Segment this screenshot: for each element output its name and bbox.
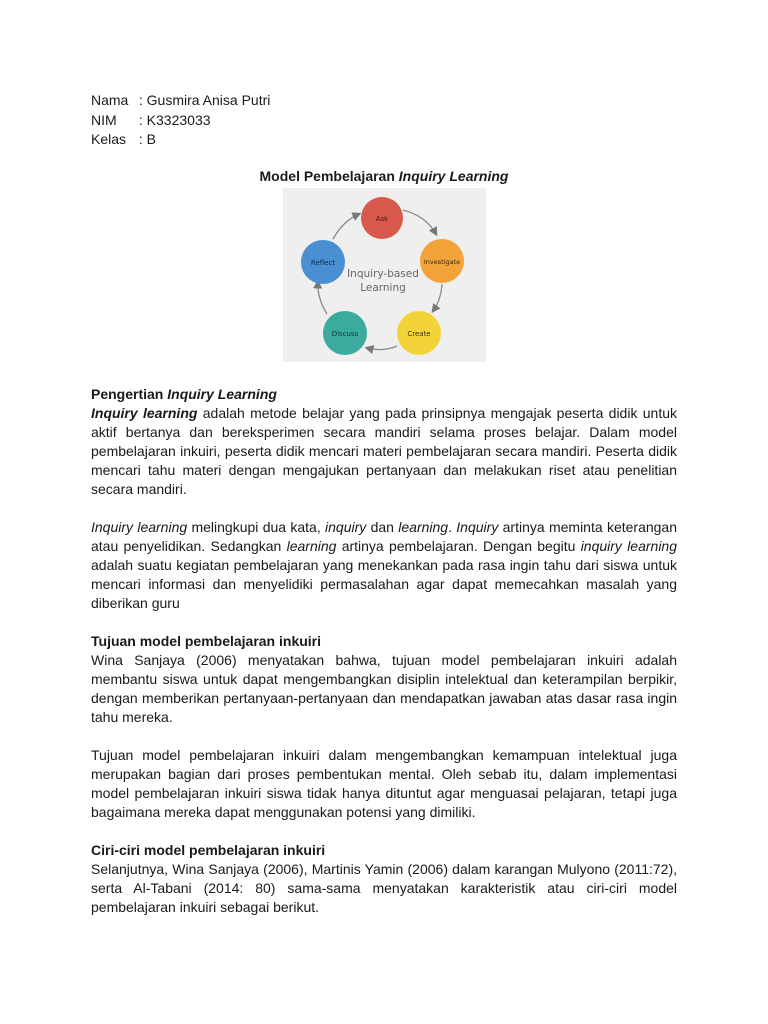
cycle-svg bbox=[283, 188, 486, 362]
spacer bbox=[91, 499, 677, 518]
heading-tujuan: Tujuan model pembelajaran inkuiri bbox=[91, 633, 322, 649]
class-separator: : bbox=[135, 131, 147, 147]
p2-b: melingkupi dua kata, bbox=[187, 519, 326, 535]
paragraph-tujuan-2: Tujuan model pembelajaran inkuiri dalam mengembangkan kemampuan intelektual juga merupakan bagian dari proses pembentukan mental. Oleh sebab itu, dalam implementasi model pembelajaran inkuiri siswa tidak hanya dituntut agar menguasai pelajaran, tetapi juga bagaimana mereka dapat menggunakan potensi yang dimiliki. bbox=[91, 747, 677, 820]
nim-label: NIM bbox=[91, 111, 117, 128]
paragraph-pengertian-2 bbox=[91, 518, 677, 613]
document-title bbox=[0, 167, 768, 186]
reflect-label: Reflect bbox=[310, 259, 336, 267]
term-inquiry-learning: Inquiry learning bbox=[91, 405, 198, 421]
name-label: Nama bbox=[91, 92, 129, 108]
spacer bbox=[91, 822, 677, 841]
student-name: Gusmira Anisa Putri bbox=[146, 92, 271, 108]
student-name-row bbox=[91, 91, 270, 111]
p2-h: artinya meminta keterangan atau penyelidikan. Sedangkan bbox=[91, 519, 678, 554]
create-label: Create bbox=[407, 330, 431, 338]
node-discuss bbox=[323, 311, 367, 355]
investigate-label: Investigate bbox=[423, 258, 461, 266]
p2-k: inquiry learning bbox=[580, 538, 678, 554]
student-nim: K3323033 bbox=[146, 111, 211, 128]
spacer bbox=[91, 727, 677, 746]
node-investigate bbox=[420, 239, 464, 283]
p2-j: artinya pembelajaran. Dengan begitu bbox=[336, 538, 581, 554]
paragraph-pengertian-1 bbox=[91, 404, 677, 499]
student-info bbox=[91, 91, 270, 150]
arrow-discuss-reflect bbox=[318, 282, 327, 314]
heading-pengertian bbox=[91, 385, 677, 404]
p2-g: Inquiry bbox=[456, 519, 499, 535]
paragraph-pengertian-1-text: adalah metode belajar yang pada prinsipnya mengajak peserta didik untuk aktif bertanya dan bereksperimen secara mandiri selama proses belajar. Dalam model pembelajaran inkuiri, peserta didik mencari materi pembelajaran secara mandiri. Peserta didik mencari tahu materi dengan mengajukan pertanyaan dan melakukan riset atau penelitian secara mandiri. bbox=[91, 405, 678, 497]
diagram-center-line2: Learning bbox=[360, 282, 406, 294]
paragraph-ciri-1: Selanjutnya, Wina Sanjaya (2006), Martinis Yamin (2006) dalam karangan Mulyono (2011:72), serta Al-Tabani (2014: 80) sama-sama menyatakan karakteristik atau ciri-ciri model pembelajaran inkuiri sebagai berikut. bbox=[91, 861, 677, 915]
diagram-center-line1: Inquiry-based bbox=[347, 268, 419, 280]
arrow-ask-investigate bbox=[403, 210, 436, 234]
title-italic: Inquiry Learning bbox=[398, 168, 509, 184]
p2-a: Inquiry learning bbox=[91, 519, 188, 535]
spacer bbox=[91, 613, 677, 632]
node-ask bbox=[361, 197, 403, 239]
p2-d: dan bbox=[366, 519, 399, 535]
arrow-investigate-create bbox=[433, 284, 442, 311]
heading-ciri: Ciri-ciri model pembelajaran inkuiri bbox=[91, 842, 326, 858]
document-body bbox=[91, 385, 677, 917]
node-create bbox=[397, 311, 441, 355]
ask-label: Ask bbox=[375, 215, 389, 223]
discuss-label: Discuss bbox=[331, 330, 359, 338]
p2-l: adalah suatu kegiatan pembelajaran yang menekankan pada rasa ingin tahu dari siswa untuk mencari informasi dan menyelidiki permasalahan agar dapat memecahkan masalah yang diberikan guru bbox=[91, 557, 677, 611]
student-class: B bbox=[146, 131, 157, 147]
p2-e: learning bbox=[398, 519, 449, 535]
heading-pengertian-prefix: Pengertian bbox=[91, 386, 168, 402]
class-label: Kelas bbox=[91, 131, 127, 147]
heading-pengertian-italic: Inquiry Learning bbox=[167, 386, 277, 402]
p2-c: inquiry bbox=[325, 519, 367, 535]
p2-f: . bbox=[448, 519, 457, 535]
arrow-reflect-ask bbox=[333, 214, 359, 239]
title-prefix: Model Pembelajaran bbox=[259, 168, 399, 184]
paragraph-tujuan-1: Wina Sanjaya (2006) menyatakan bahwa, tujuan model pembelajaran inkuiri adalah membantu siswa untuk dapat mengembangkan disiplin intelektual dan keterampilan berpikir, dengan memberikan pertanyaan-pertanyaan dan mendapatkan jawaban atas dasar rasa ingin tahu mereka. bbox=[91, 652, 677, 725]
inquiry-cycle-diagram bbox=[283, 188, 486, 362]
arrow-create-discuss bbox=[367, 346, 397, 350]
p2-i: learning bbox=[286, 538, 337, 554]
student-nim-row bbox=[91, 111, 270, 131]
node-reflect bbox=[301, 240, 345, 284]
student-class-row bbox=[91, 130, 270, 150]
name-separator: : bbox=[135, 92, 147, 108]
nim-separator: : bbox=[135, 111, 147, 128]
